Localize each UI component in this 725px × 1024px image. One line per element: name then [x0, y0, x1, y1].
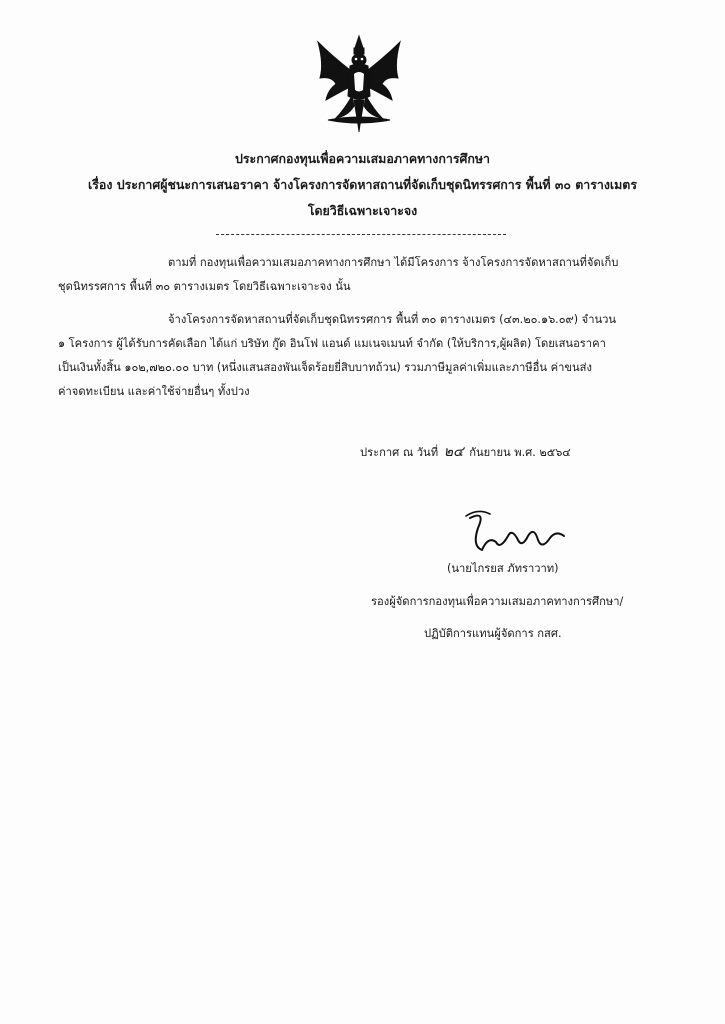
- paragraph-intro-line: ตามที่ กองทุนเพื่อความเสมอภาคทางการศึกษา ได้มีโครงการ จ้างโครงการจัดหาสถานที่จัดเก็บ: [168, 256, 619, 269]
- paragraph-intro-line: ชุดนิทรรศการ พื้นที่ ๓๐ ตารางเมตร โดยวิธีเฉพาะเจาะจง นั้น: [58, 280, 351, 293]
- date-prefix: ประกาศ ณ วันที่: [360, 446, 439, 459]
- handwritten-signature: [456, 506, 576, 558]
- paragraph-award-line: ค่าจดทะเบียน และค่าใช้จ่ายอื่นๆ ทั้งปวง: [58, 385, 250, 398]
- date-day: ๒๔: [443, 444, 464, 460]
- header-divider: [216, 234, 506, 235]
- date-suffix: กันยายน พ.ศ. ๒๕๖๔: [469, 446, 571, 459]
- announcement-method: โดยวิธีเฉพาะเจาะจง: [307, 203, 418, 218]
- paragraph-intro: [58, 251, 670, 299]
- signer-position-acting: ปฏิบัติการแทนผู้จัดการ กสศ.: [424, 627, 562, 640]
- paragraph-award: [58, 308, 670, 404]
- signer-position: รองผู้จัดการกองทุนเพื่อความเสมอภาคทางการศึกษา/: [371, 595, 624, 608]
- paragraph-award-line: เป็นเงินทั้งสิ้น ๑๐๒,๗๒๐.๐๐ บาท (หนึ่งแสนสองพันเจ็ดร้อยยี่สิบบาทถ้วน) รวมภาษีมูลค่าเพิ่มและภาษีอื่น ค่าขนส่ง: [58, 361, 592, 374]
- signer-name: (นายไกรยส ภัทราวาท): [447, 562, 559, 575]
- garuda-emblem-icon: [314, 34, 404, 134]
- paragraph-award-line: จ้างโครงการจัดหาสถานที่จัดเก็บชุดนิทรรศการ พื้นที่ ๓๐ ตารางเมตร (๔๓.๒๐.๑๖.๐๙) จำนวน: [168, 313, 617, 326]
- paragraph-award-line: ๑ โครงการ ผู้ได้รับการคัดเลือก ได้แก่ บริษัท กู๊ด อินโฟ แอนด์ แมเนจเมนท์ จำกัด (ให้บริการ,ผู้ผลิต) โดยเสนอราคา: [58, 337, 606, 350]
- announcement-subject: เรื่อง ประกาศผู้ชนะการเสนอราคา จ้างโครงการจัดหาสถานที่จัดเก็บชุดนิทรรศการ พื้นที่ ๓๐ ตารางเมตร: [88, 177, 637, 192]
- announcement-date: [360, 441, 571, 463]
- announcement-title: ประกาศกองทุนเพื่อความเสมอภาคทางการศึกษา: [235, 151, 490, 166]
